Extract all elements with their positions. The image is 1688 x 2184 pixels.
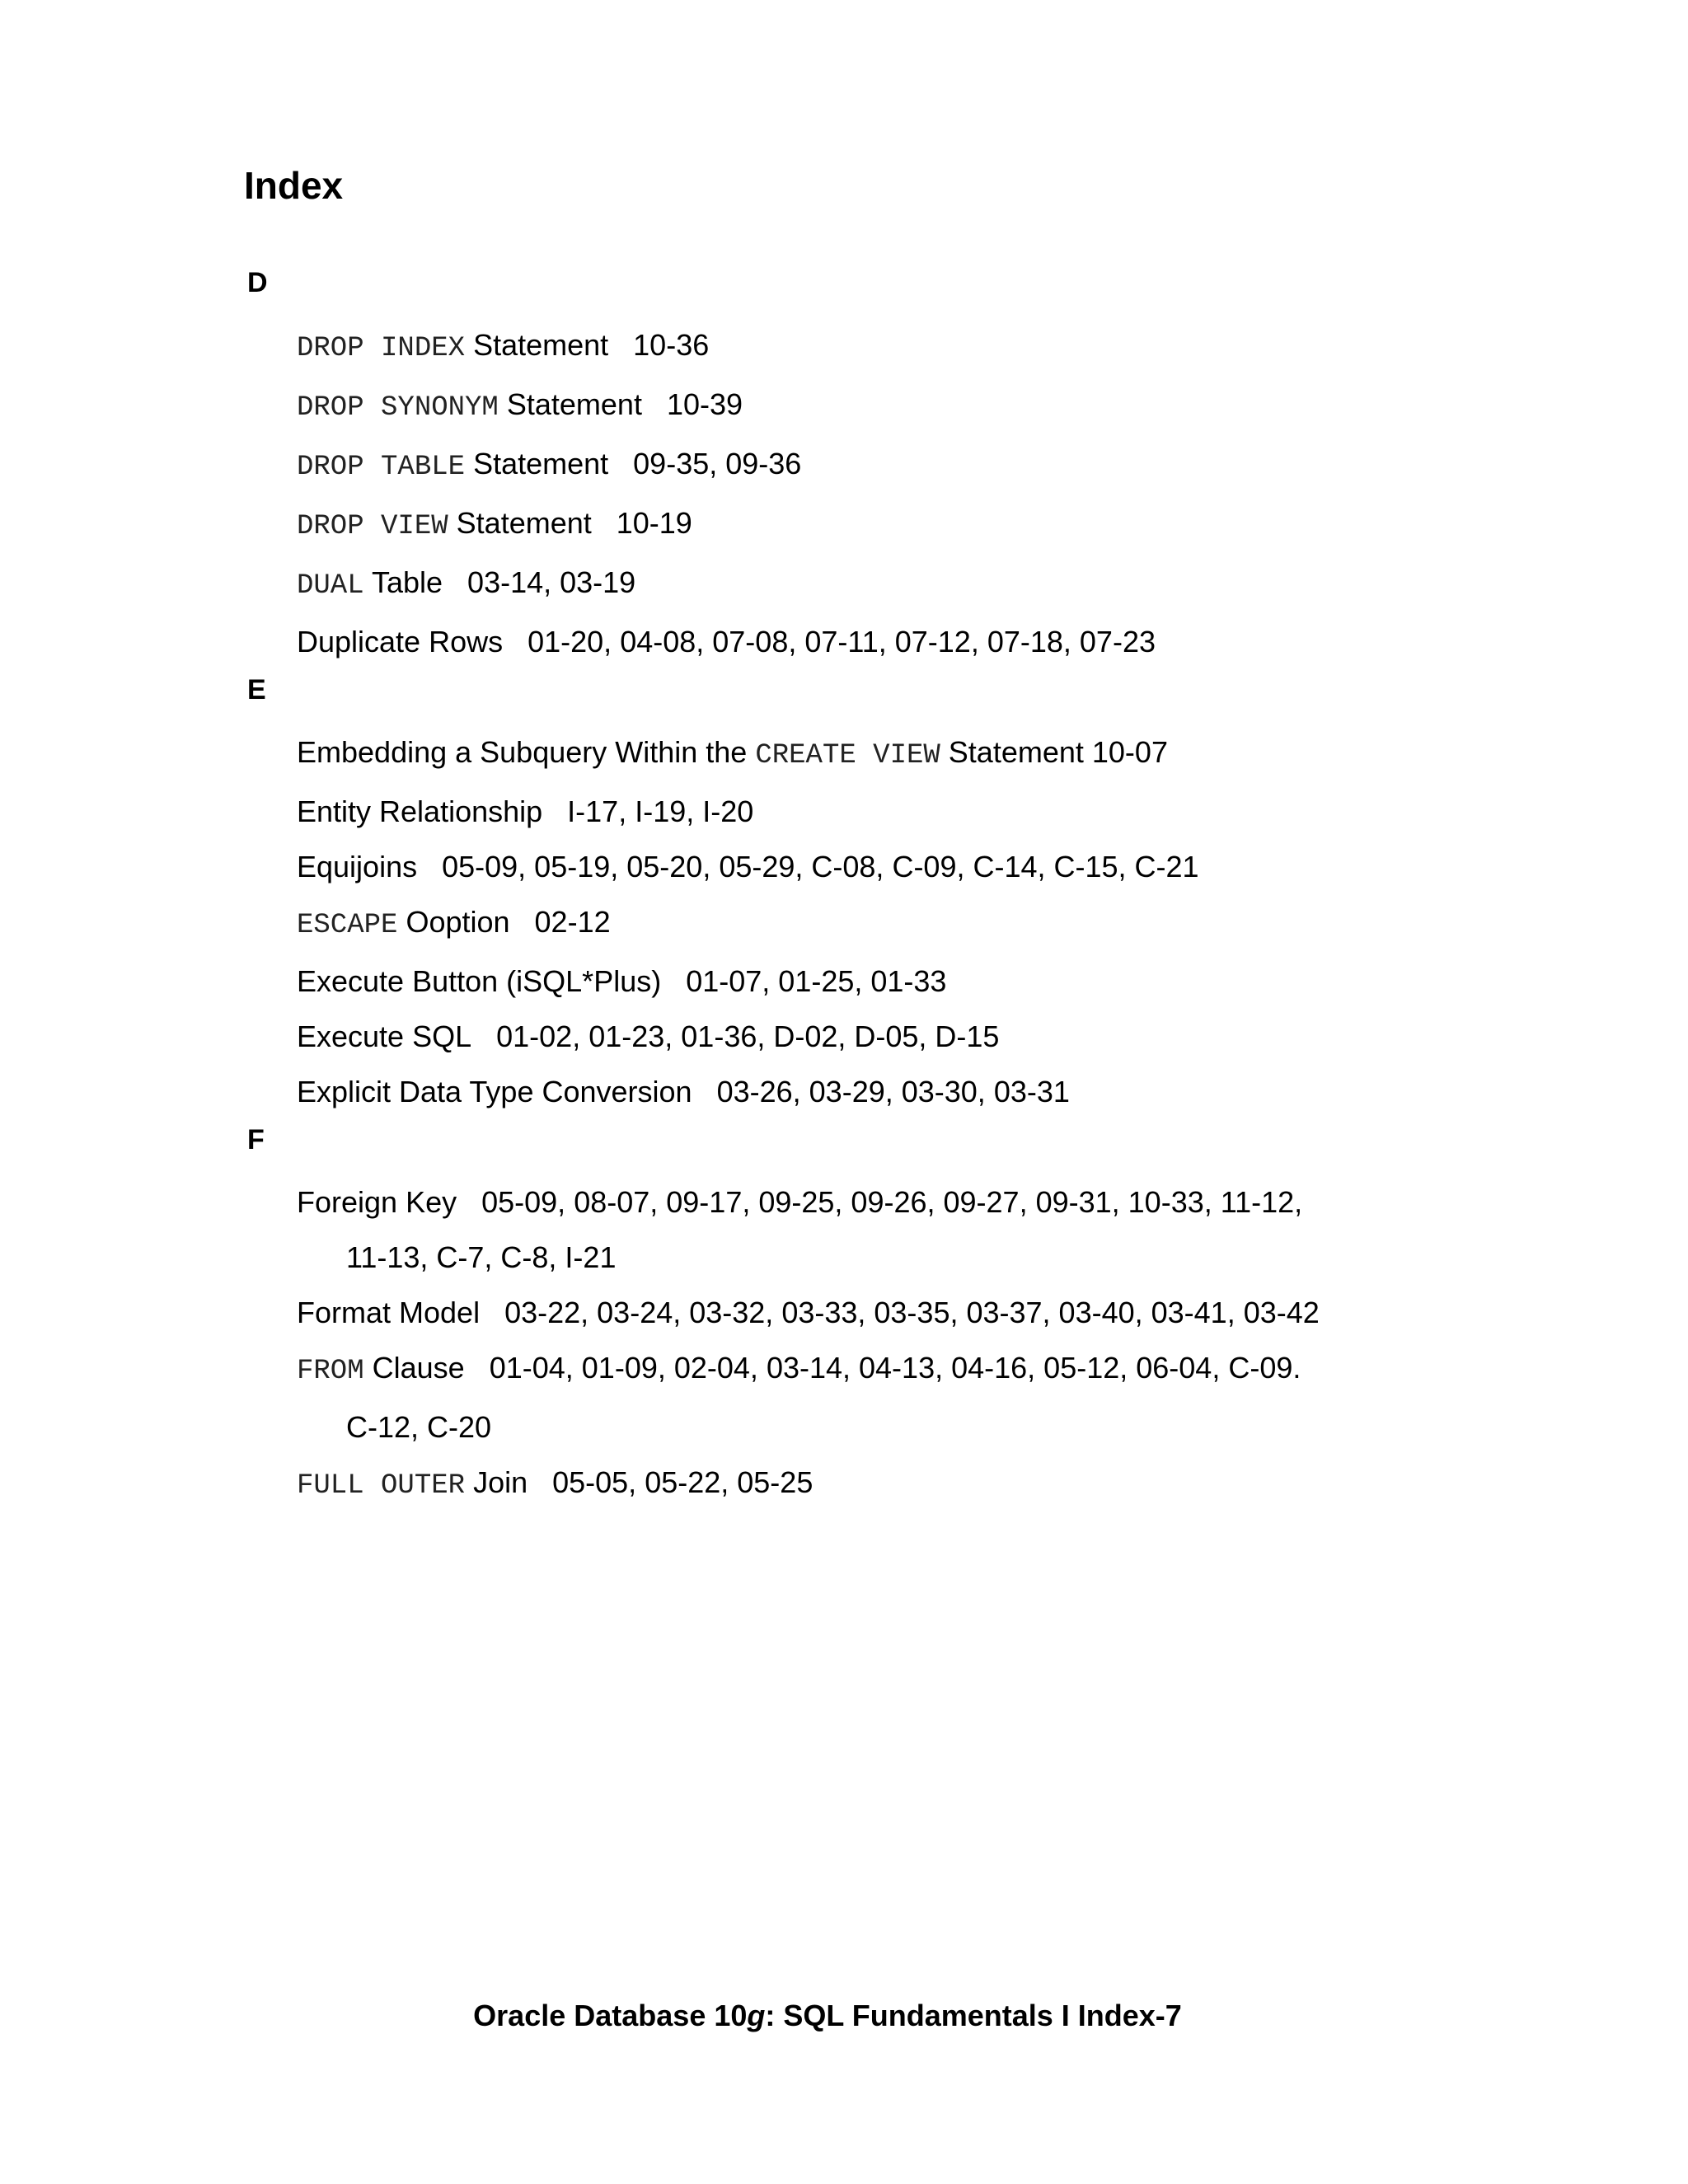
footer-text-pre: Oracle Database 10 [473, 1999, 748, 2032]
entry-pages-continued: 11-13, C-7, C-8, I-21 [346, 1240, 617, 1274]
entry-text: Statement [473, 447, 609, 480]
entry-code: DROP INDEX [297, 333, 466, 364]
footer-text-italic: g [747, 1999, 766, 2032]
entry-code: FROM [297, 1356, 364, 1387]
section-letter-e: E [247, 674, 266, 705]
entry-text: Execute Button (iSQL*Plus) [297, 964, 662, 998]
entry-text: Ooption [406, 905, 510, 939]
entry-pages: 01-02, 01-23, 01-36, D-02, D-05, D-15 [496, 1019, 1000, 1053]
index-entry [0, 614, 1688, 669]
entry-pages: 05-09, 08-07, 09-17, 09-25, 09-26, 09-27, 09-31, 10-33, 11-12, [481, 1185, 1303, 1219]
entry-text: Duplicate Rows [297, 625, 504, 658]
page-footer [0, 1999, 1655, 2033]
entry-pages: I-17, I-19, I-20 [567, 794, 754, 828]
entry-text: Equijoins [297, 850, 418, 883]
entry-pages: 03-26, 03-29, 03-30, 03-31 [716, 1075, 1070, 1108]
entry-pages: 01-20, 04-08, 07-08, 07-11, 07-12, 07-18, 07-23 [528, 625, 1156, 658]
index-entry [0, 495, 1688, 555]
entry-code: DUAL [297, 570, 364, 602]
index-entry [0, 954, 1688, 1009]
entry-text: Format Model [297, 1296, 481, 1329]
entry-pages: 09-35, 09-36 [633, 447, 802, 480]
entry-pages: 02-12 [534, 905, 611, 939]
entry-pages: 05-09, 05-19, 05-20, 05-29, C-08, C-09, C-14, C-15, C-21 [442, 850, 1199, 883]
entry-code: CREATE VIEW [755, 740, 940, 771]
index-entry [0, 724, 1688, 784]
entry-pages: 05-05, 05-22, 05-25 [552, 1465, 814, 1499]
index-entry [0, 436, 1688, 495]
index-entry [0, 1174, 1688, 1285]
index-entry [0, 1455, 1688, 1514]
entry-text: Join [473, 1465, 528, 1499]
entry-code: ESCAPE [297, 910, 398, 941]
entry-text: Table [371, 565, 443, 599]
entry-text: Explicit Data Type Conversion [297, 1075, 692, 1108]
entry-pages: 03-22, 03-24, 03-32, 03-33, 03-35, 03-37, 03-40, 03-41, 03-42 [504, 1296, 1320, 1329]
entry-pages: 10-36 [633, 328, 710, 362]
entry-text: Statement [506, 387, 642, 421]
entry-pages: 03-14, 03-19 [467, 565, 636, 599]
index-entry [0, 555, 1688, 614]
index-body [0, 262, 1688, 1514]
index-entry [0, 1285, 1688, 1340]
entry-text: Statement [473, 328, 609, 362]
entry-text-pre: Embedding a Subquery Within the [297, 735, 748, 769]
entry-pages: 10-19 [616, 506, 692, 540]
index-entry [0, 839, 1688, 894]
section-letter-d: D [247, 267, 268, 298]
entry-text: Entity Relationship [297, 794, 543, 828]
entry-code: DROP SYNONYM [297, 392, 499, 424]
entry-text: Clause [372, 1351, 465, 1385]
entry-text: Foreign Key [297, 1185, 457, 1219]
entry-pages: 01-07, 01-25, 01-33 [686, 964, 947, 998]
page-title: Index [244, 164, 344, 207]
entry-pages-continued: C-12, C-20 [346, 1410, 492, 1444]
index-entry [0, 1340, 1688, 1455]
index-entry [0, 317, 1688, 377]
section-letter-f: F [247, 1124, 265, 1155]
entry-pages: 10-39 [666, 387, 743, 421]
index-entry [0, 1009, 1688, 1064]
footer-text-post: : SQL Fundamentals I Index-7 [765, 1999, 1182, 2032]
entry-code: DROP VIEW [297, 511, 448, 542]
index-entry [0, 784, 1688, 839]
entry-code: DROP TABLE [297, 452, 466, 483]
index-entry [0, 377, 1688, 436]
entry-text: Statement [456, 506, 592, 540]
entry-pages: 01-04, 01-09, 02-04, 03-14, 04-13, 04-16, 05-12, 06-04, C-09. [489, 1351, 1301, 1385]
entry-code: FULL OUTER [297, 1470, 466, 1502]
entry-text: Statement 10-07 [948, 735, 1168, 769]
index-entry [0, 1064, 1688, 1119]
entry-text: Execute SQL [297, 1019, 472, 1053]
index-entry [0, 894, 1688, 954]
